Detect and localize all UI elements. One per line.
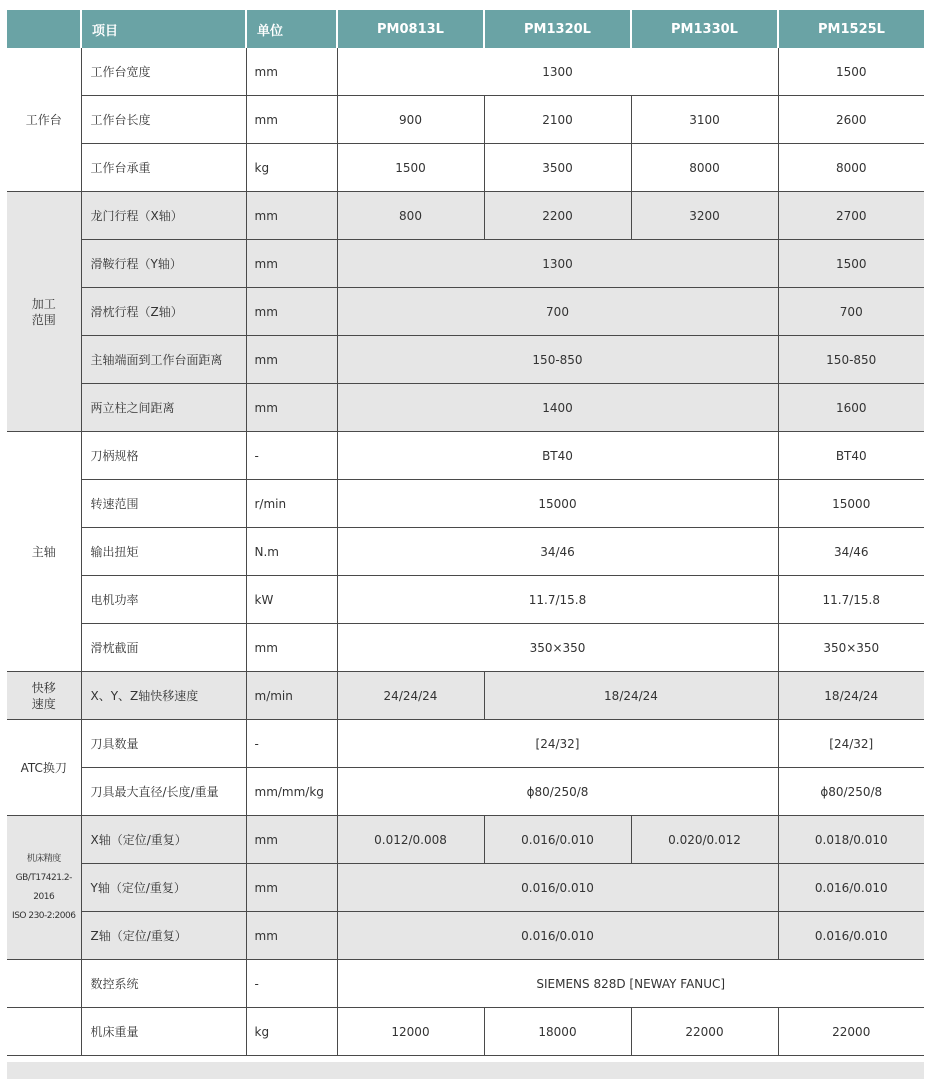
group-label-line: 快移 (31, 680, 56, 695)
value-cell: 8000 (778, 144, 924, 192)
item-label: 刀具最大直径/长度/重量 (81, 768, 246, 816)
value-cell: 22000 (778, 1008, 924, 1056)
unit-label: mm (246, 912, 337, 960)
header-row (7, 10, 924, 48)
value-cell: 1300 (337, 48, 778, 96)
table-row (7, 48, 924, 96)
item-label: Y轴（定位/重复） (81, 864, 246, 912)
value-cell: 1500 (778, 48, 924, 96)
value-cell: 22000 (631, 1008, 778, 1056)
value-cell: 350×350 (778, 624, 924, 672)
value-cell: [24/32] (778, 720, 924, 768)
group-label-line: 范围 (31, 312, 56, 327)
item-label: 滑枕行程（Z轴） (81, 288, 246, 336)
value-cell: 24/24/24 (337, 672, 484, 720)
table-row (7, 240, 924, 288)
header-model-pm1320l: PM1320L (484, 10, 631, 48)
table-row (7, 432, 924, 480)
item-label: 工作台长度 (81, 96, 246, 144)
value-cell: 3100 (631, 96, 778, 144)
table-row (7, 1008, 924, 1056)
item-label: 龙门行程（X轴） (81, 192, 246, 240)
unit-label: mm (246, 288, 337, 336)
value-cell: 800 (337, 192, 484, 240)
value-cell: SIEMENS 828D [NEWAY FANUC] (337, 960, 924, 1008)
value-cell: 700 (778, 288, 924, 336)
table-row (7, 816, 924, 864)
value-cell: 11.7/15.8 (337, 576, 778, 624)
value-cell: 1300 (337, 240, 778, 288)
unit-label: kW (246, 576, 337, 624)
unit-label: - (246, 720, 337, 768)
header-unit: 单位 (246, 10, 337, 48)
group-machining-range (7, 192, 81, 432)
unit-label: kg (246, 144, 337, 192)
group-label-line: 速度 (31, 696, 56, 711)
value-cell: 34/46 (778, 528, 924, 576)
group-empty (7, 1008, 81, 1056)
value-cell: 3500 (484, 144, 631, 192)
table-row (7, 480, 924, 528)
item-label: 刀具数量 (81, 720, 246, 768)
table-row (7, 960, 924, 1008)
spec-table (7, 10, 924, 1056)
value-cell: [24/32] (337, 720, 778, 768)
table-row (7, 96, 924, 144)
value-cell: 1500 (778, 240, 924, 288)
table-row (7, 528, 924, 576)
unit-label: mm (246, 864, 337, 912)
unit-label: mm (246, 816, 337, 864)
unit-label: mm (246, 240, 337, 288)
value-cell: 15000 (778, 480, 924, 528)
value-cell: 0.012/0.008 (337, 816, 484, 864)
value-cell: 2600 (778, 96, 924, 144)
item-label: 刀柄规格 (81, 432, 246, 480)
item-label: X、Y、Z轴快移速度 (81, 672, 246, 720)
value-cell: 150-850 (337, 336, 778, 384)
value-cell: 0.016/0.010 (337, 912, 778, 960)
value-cell: 2700 (778, 192, 924, 240)
item-label: 转速范围 (81, 480, 246, 528)
item-label: 数控系统 (81, 960, 246, 1008)
header-model-pm0813l: PM0813L (337, 10, 484, 48)
unit-label: N.m (246, 528, 337, 576)
value-cell: 1500 (337, 144, 484, 192)
group-label-line: ISO 230-2:2006 (12, 910, 76, 921)
group-rapid-speed (7, 672, 81, 720)
item-label: 工作台宽度 (81, 48, 246, 96)
table-row (7, 192, 924, 240)
value-cell: 1600 (778, 384, 924, 432)
value-cell: 700 (337, 288, 778, 336)
item-label: 电机功率 (81, 576, 246, 624)
group-precision (7, 816, 81, 960)
unit-label: mm (246, 384, 337, 432)
item-label: Z轴（定位/重复） (81, 912, 246, 960)
unit-label: kg (246, 1008, 337, 1056)
group-spindle: 主轴 (7, 432, 81, 672)
group-label-line: GB/T17421.2-2016 (15, 872, 72, 902)
item-label: 两立柱之间距离 (81, 384, 246, 432)
item-label: 机床重量 (81, 1008, 246, 1056)
item-label: 滑鞍行程（Y轴） (81, 240, 246, 288)
unit-label: mm/mm/kg (246, 768, 337, 816)
table-row (7, 912, 924, 960)
value-cell: 34/46 (337, 528, 778, 576)
group-label-line: 加工 (31, 296, 56, 311)
value-cell: 15000 (337, 480, 778, 528)
value-cell: BT40 (778, 432, 924, 480)
value-cell: 18/24/24 (778, 672, 924, 720)
value-cell: 1400 (337, 384, 778, 432)
value-cell: 0.016/0.010 (484, 816, 631, 864)
item-label: 滑枕截面 (81, 624, 246, 672)
header-group-cell (7, 10, 81, 48)
value-cell: 2200 (484, 192, 631, 240)
item-label: 工作台承重 (81, 144, 246, 192)
unit-label: m/min (246, 672, 337, 720)
footer-band (7, 1062, 924, 1079)
value-cell: 0.016/0.010 (778, 864, 924, 912)
item-label: 主轴端面到工作台面距离 (81, 336, 246, 384)
table-row (7, 144, 924, 192)
value-cell: 900 (337, 96, 484, 144)
table-row (7, 336, 924, 384)
table-row (7, 384, 924, 432)
unit-label: - (246, 432, 337, 480)
table-row (7, 864, 924, 912)
unit-label: r/min (246, 480, 337, 528)
value-cell: 11.7/15.8 (778, 576, 924, 624)
table-row (7, 720, 924, 768)
unit-label: mm (246, 96, 337, 144)
unit-label: mm (246, 192, 337, 240)
item-label: X轴（定位/重复） (81, 816, 246, 864)
value-cell: 2100 (484, 96, 631, 144)
value-cell: 0.016/0.010 (337, 864, 778, 912)
header-model-pm1330l: PM1330L (631, 10, 778, 48)
item-label: 输出扭矩 (81, 528, 246, 576)
header-model-pm1525l: PM1525L (778, 10, 924, 48)
value-cell: 150-850 (778, 336, 924, 384)
value-cell: 18/24/24 (484, 672, 778, 720)
value-cell: ϕ80/250/8 (778, 768, 924, 816)
table-row (7, 576, 924, 624)
value-cell: 8000 (631, 144, 778, 192)
value-cell: 3200 (631, 192, 778, 240)
group-label-line: 机床精度 (26, 853, 61, 864)
value-cell: 12000 (337, 1008, 484, 1056)
unit-label: mm (246, 336, 337, 384)
value-cell: 0.018/0.010 (778, 816, 924, 864)
group-worktable: 工作台 (7, 48, 81, 192)
group-empty (7, 960, 81, 1008)
table-row (7, 288, 924, 336)
table-row (7, 768, 924, 816)
table-row (7, 672, 924, 720)
value-cell: 0.016/0.010 (778, 912, 924, 960)
value-cell: BT40 (337, 432, 778, 480)
value-cell: 18000 (484, 1008, 631, 1056)
value-cell: ϕ80/250/8 (337, 768, 778, 816)
unit-label: mm (246, 624, 337, 672)
unit-label: - (246, 960, 337, 1008)
group-atc: ATC换刀 (7, 720, 81, 816)
value-cell: 350×350 (337, 624, 778, 672)
header-item: 项目 (81, 10, 246, 48)
table-row (7, 624, 924, 672)
unit-label: mm (246, 48, 337, 96)
value-cell: 0.020/0.012 (631, 816, 778, 864)
